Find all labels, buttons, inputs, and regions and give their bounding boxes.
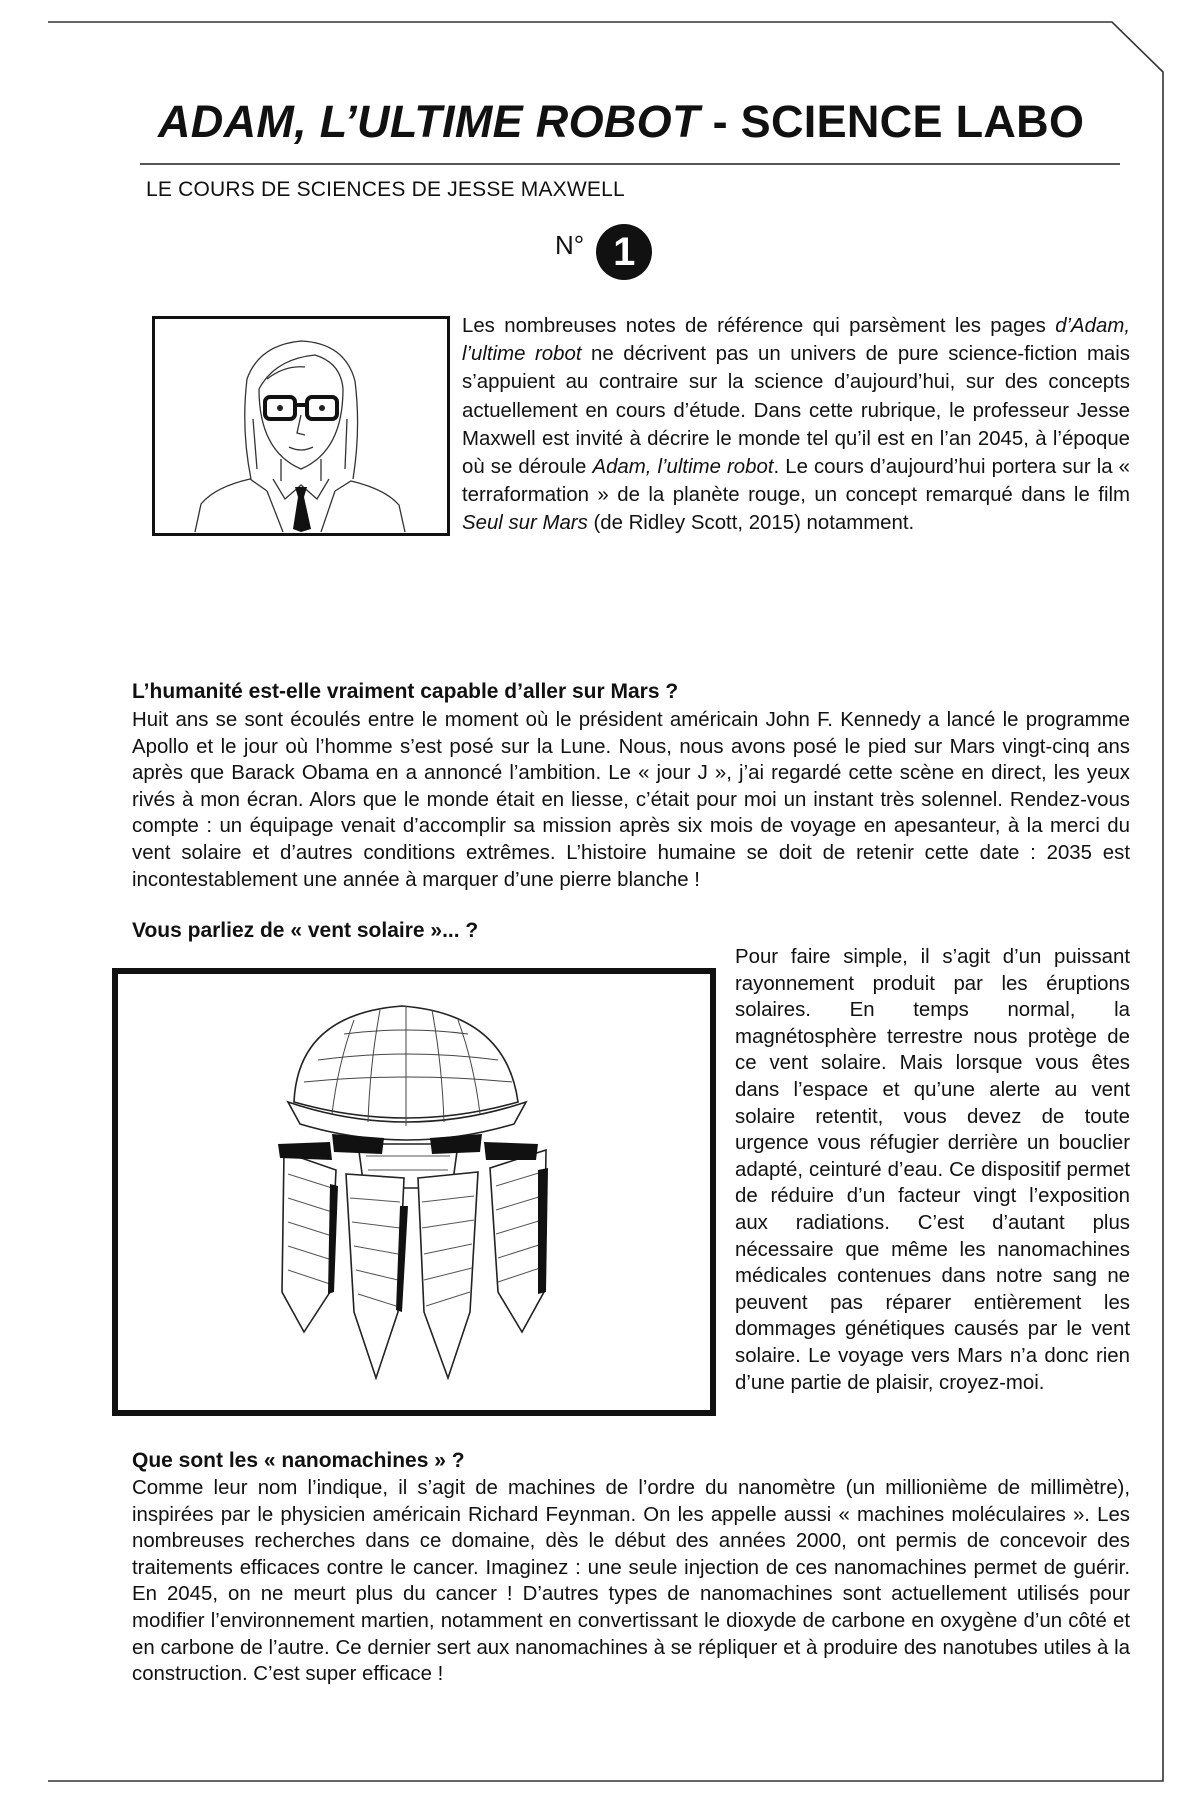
issue-number-badge: 1 (596, 224, 652, 280)
section-body-solar-wind: Pour faire simple, il s’agit d’un puissant rayonnement produit par les éruptions solaires. En temps normal, la magnétosphère terrestre nous protège de ce vent solaire. Mais lorsque vous êtes dans l’espace et qu’une alerte au vent solaire retentit, vous devez de toute urgence vous réfugier derrière un bouclier adapté, ceinturé d’eau. Ce dispositif permet de réduire d’un facteur vingt l’exposition aux radiations. C’est d’autant plus nécessaire que même les nanomachines médicales contenues dans notre sang ne peuvent pas réparer entièrement les dommages génétiques causés par le vent solaire. Le voyage vers Mars n’a donc rien d’une partie de plaisir, croyez-moi. (735, 946, 1130, 1394)
section-heading-mars: L’humanité est-elle vraiment capable d’aller sur Mars ? (132, 680, 679, 703)
section-heading-nanomachines: Que sont les « nanomachines » ? (132, 1449, 465, 1472)
intro-italic-1: d’Adam, l’ultime robot (462, 315, 1130, 366)
title-rest: - SCIENCE LABO (699, 96, 1085, 147)
page-subtitle: LE COURS DE SCIENCES DE JESSE MAXWELL (146, 178, 625, 201)
intro-text-4: (de Ridley Scott, 2015) notamment. (587, 512, 915, 535)
section-body-mars: Huit ans se sont écoulés entre le moment où le président américain John F. Kennedy a lancé le programme Apollo et le jour où l’homme s’est posé sur la Lune. Nous, nous avons posé le pied sur Mars vingt-cinq ans après que Barack Obama en a annoncé l’ambition. Le « jour J », j’ai regardé cette scène en direct, les yeux rivés à mon écran. Alors que le monde était en liesse, c’était pour moi un instant très solennel. Rendez-vous compte : un équipage venait d’accomplir sa mission après six mois de voyage en apesanteur, à la merci du vent solaire et d’autres conditions extrêmes. L’histoire humaine se doit de retenir cette date : 2035 est incontestablement une année à marquer d’une pierre blanche ! (132, 709, 1130, 891)
section-heading-solar-wind: Vous parliez de « vent solaire »... ? (132, 919, 479, 942)
intro-text-3: . Le cours d’aujourd’hui portera sur la « terraformation » de la planète rouge, un concept remarqué dans le film (462, 456, 1130, 507)
issue-label: N° (555, 229, 585, 260)
title-italic: ADAM, L’ULTIME ROBOT (158, 96, 700, 147)
intro-italic-2: Adam, l’ultime robot (592, 456, 774, 479)
intro-text-2: ne décrivent pas un univers de pure science-fiction mais s’appuient au contraire sur la science d’aujourd’hui, sur des concepts actuellement en cours d’étude. Dans cette rubrique, le professeur Jesse Maxwell est invité à décrire le monde tel qu’il est en l’an 2045, à l’époque où se déroule (462, 343, 1131, 479)
page-title (158, 96, 1118, 148)
professor-portrait (152, 316, 450, 536)
title-rule (140, 163, 1120, 165)
issue-indicator (555, 222, 652, 282)
intro-paragraph (462, 312, 1130, 538)
intro-text-1: Les nombreuses notes de référence qui parsèment les pages (462, 315, 1056, 337)
spacecraft-drawing (118, 974, 710, 1410)
intro-italic-3: Seul sur Mars (462, 512, 588, 535)
professor-drawing (155, 319, 446, 532)
spacecraft-illustration (112, 968, 716, 1416)
section-body-nanomachines: Comme leur nom l’indique, il s’agit de machines de l’ordre du nanomètre (un millionième de millimètre), inspirées par le physicien américain Richard Feynman. On les appelle aussi « machines moléculaires ». Les nombreuses recherches dans ce domaine, dès le début des années 2000, ont permis de concevoir des traitements efficaces contre le cancer. Imaginez : une seule injection de ces nanomachines permet de guérir. En 2045, on ne meurt plus du cancer ! D’autres types de nanomachines sont actuellement utilisés pour modifier l’environnement martien, notamment en convertissant le dioxyde de carbone en oxygène d’un côté et en carbone de l’autre. Ce dernier sert aux nanomachines à se répliquer et à produire des nanotubes utiles à la construction. C’est super efficace ! (132, 1477, 1130, 1686)
